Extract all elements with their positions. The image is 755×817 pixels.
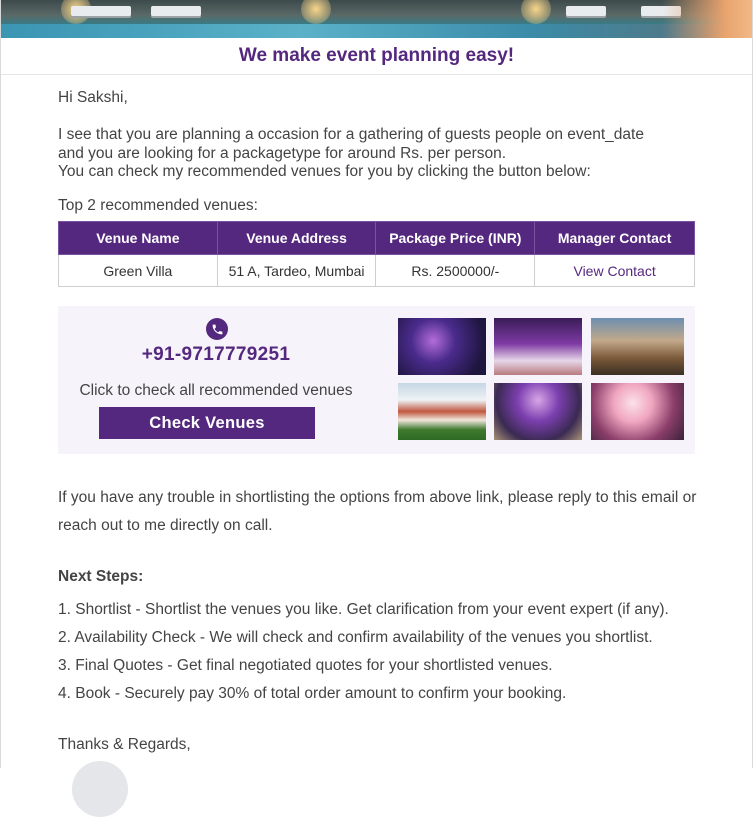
column-header-manager-contact: Manager Contact [535,222,695,255]
column-header-venue-name: Venue Name [59,222,218,255]
avatar [72,761,128,817]
package-price-cell: Rs. 2500000/- [376,255,535,287]
venue-thumbnail[interactable] [494,318,582,375]
intro-text [58,126,698,182]
venue-address-cell: 51 A, Tardeo, Mumbai [217,255,376,287]
venues-table [58,221,695,287]
promo-text: Click to check all recommended venues [79,382,353,399]
sign-off: Thanks & Regards, [58,736,191,753]
table-row [59,255,695,287]
recommend-label: Top 2 recommended venues: [58,197,258,214]
column-header-venue-address: Venue Address [217,222,376,255]
check-venues-button[interactable]: Check Venues [99,407,315,439]
table-header-row [59,222,695,255]
list-item: 3. Final Quotes - Get final negotiated quotes for your shortlisted venues. [58,657,553,674]
intro-line: and you are looking for a packagetype for around Rs. per person. [58,144,507,162]
phone-number[interactable]: +91-9717779251 [141,344,291,365]
venue-name-cell: Green Villa [59,255,218,287]
venue-thumbnail[interactable] [398,383,486,440]
next-steps-title: Next Steps: [58,568,144,585]
phone-icon [206,318,228,340]
tagline-banner: We make event planning easy! [1,38,752,75]
venue-thumbnail[interactable] [591,318,684,375]
list-item: 1. Shortlist - Shortlist the venues you like. Get clarification from your event expert (if any). [58,601,669,618]
view-contact-link[interactable]: View Contact [535,255,695,287]
column-header-package-price: Package Price (INR) [376,222,535,255]
hero-image [1,0,752,38]
help-text: If you have any trouble in shortlisting the options from above link, please reply to this email or reach out to me directly on call. [58,489,697,534]
list-item: 2. Availability Check - We will check and confirm availability of the venues you shortlist. [58,629,653,646]
greeting: Hi Sakshi, [58,89,128,106]
venue-thumbnail[interactable] [591,383,684,440]
phone-icon-glyph [211,323,224,336]
list-item: 4. Book - Securely pay 30% of total order amount to confirm your booking. [58,685,567,702]
venue-thumbnail[interactable] [494,383,582,440]
next-steps-list [58,596,738,708]
intro-line: I see that you are planning a occasion for a gathering of guests people on event_date [58,126,644,143]
venue-thumbnail[interactable] [398,318,486,375]
intro-line: You can check my recommended venues for you by clicking the button below: [58,163,591,180]
